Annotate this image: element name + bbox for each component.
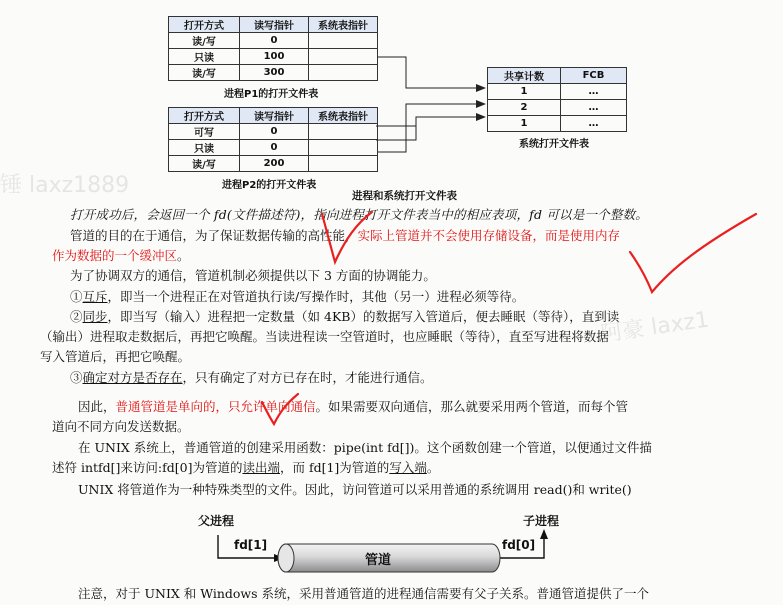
read-arrow-line (496, 537, 544, 558)
paragraph (70, 205, 648, 225)
header-open-mode: 打开方式 (169, 108, 240, 124)
connector-line (378, 104, 476, 152)
text: ，即当一个进程正在对管道执行读/写操作时，其他（另一）进程必须等待。 (107, 289, 525, 304)
paragraph (70, 287, 524, 307)
paragraph (78, 397, 628, 417)
text: ① (70, 289, 83, 304)
figure-caption: 进程和系统打开文件表 (352, 190, 457, 202)
cell: 读/写 (169, 65, 240, 81)
p2-caption: 进程P2的打开文件表 (222, 180, 317, 191)
underlined-text: 写入端 (389, 460, 427, 475)
paragraph (70, 307, 619, 327)
arrowhead (540, 529, 548, 539)
table-connectors (0, 0, 783, 200)
connector-line (376, 117, 476, 126)
text: 管道的目的在于通信，为了保证数据传输的高性能， (70, 228, 358, 243)
text: 述符 intfd[]来访问:fd[0]为管道的 (52, 460, 243, 475)
paragraph-continued (40, 347, 190, 367)
cell: 200 (240, 156, 309, 172)
text: 。如果需要双向通信，那么就要采用两个管道，而每个管 (315, 399, 629, 414)
child-process-label: 子进程 (523, 514, 560, 528)
text: 。 (426, 460, 440, 475)
cell: … (561, 84, 627, 100)
cell: 0 (240, 140, 309, 156)
pipe-label: 管道 (365, 553, 392, 568)
header-rw-pointer: 读写指针 (240, 17, 309, 33)
cell: 2 (488, 100, 561, 116)
text: ，只有确定了对方已存在时，才能进行通信。 (182, 370, 433, 385)
parent-process-label: 父进程 (198, 514, 235, 528)
cell: 只读 (169, 140, 240, 156)
text: ，而 fd[1]为管道的 (280, 460, 390, 475)
highlighted-text: 普通管道是单向的，只允许单向通信 (115, 399, 316, 414)
cell: 1 (488, 116, 561, 132)
text: UNIX 将管道作为一种特殊类型的文件。因此，访问管道可以采用普通的系统调用 read()和 write() (78, 482, 632, 497)
text: 注意，对于 UNIX 和 Windows 系统，采用普通管道的进程通信需要有父子关系。普通管道提供了一个 (78, 586, 650, 601)
text: ② (70, 309, 83, 324)
cell: 100 (240, 49, 309, 65)
text: （输出）进程取走数据后，再把它唤醒。当读进程读一空管道时，也应睡眠（等待），直至写进程将数据 (40, 329, 609, 344)
text: ③ (70, 370, 83, 385)
cell: 0 (240, 33, 309, 49)
text: 为了协调双方的通信，管道机制必须提供以下 3 方面的协调能力。 (70, 268, 436, 283)
text: ，即当写（输入）进程把一定数量（如 4KB）的数据写入管道后，便去睡眠（等待），直到读 (107, 309, 620, 324)
header-open-mode: 打开方式 (169, 17, 240, 33)
cell: 0 (240, 124, 309, 140)
text: 写入管道后，再把它唤醒。 (40, 349, 191, 364)
arrowhead (476, 113, 486, 121)
cell: … (561, 100, 627, 116)
cell: 读/写 (169, 156, 240, 172)
text: 在 UNIX 系统上，普通管道的创建采用函数：pipe(int fd[])。这个函数创建一个管道，以便通过文件描 (78, 440, 652, 455)
fd-read-label: fd[0] (502, 538, 536, 552)
underlined-text: 读出端 (242, 460, 280, 475)
watermark: 阿豪 laxz1 (599, 307, 711, 348)
paragraph (70, 266, 436, 286)
watermark: 锤 laxz1889 (0, 173, 130, 198)
pipe-end (278, 544, 294, 572)
paragraph-continued (52, 417, 190, 437)
paragraph (78, 438, 652, 458)
cell: 1 (488, 84, 561, 100)
paragraph-continued (52, 458, 439, 478)
cell: … (561, 116, 627, 132)
cell: 读/写 (169, 33, 240, 49)
text: 。 (177, 248, 190, 263)
underlined-text: 同步 (82, 309, 108, 324)
highlighted-text: 实际上管道并不会使用存储设备，而是使用内存 (357, 228, 621, 243)
arrowhead (476, 84, 486, 92)
connector-line (376, 126, 416, 140)
paragraph (78, 584, 649, 604)
header-sys-pointer: 系统表指针 (309, 17, 378, 33)
paragraph (70, 368, 433, 388)
check-mark (630, 214, 756, 292)
header-share-count: 共享计数 (488, 68, 561, 84)
header-fcb: FCB (561, 68, 627, 84)
text: 因此， (78, 399, 116, 414)
write-arrow-line (218, 535, 276, 558)
cell: 300 (240, 65, 309, 81)
paragraph (78, 480, 632, 500)
header-rw-pointer: 读写指针 (240, 108, 309, 124)
paragraph-continued (40, 327, 609, 347)
fd-write-label: fd[1] (234, 538, 268, 552)
arrowhead (476, 100, 486, 108)
paragraph-continued (52, 246, 190, 266)
text: 道向不同方向发送数据。 (52, 419, 190, 434)
highlighted-text: 作为数据的一个缓冲区 (52, 248, 178, 263)
system-caption: 系统打开文件表 (519, 139, 589, 150)
cell: 可写 (169, 124, 240, 140)
paragraph (70, 226, 620, 246)
underlined-text: 确定对方是否存在 (82, 370, 183, 385)
header-sys-pointer: 系统表指针 (309, 108, 378, 124)
connector-line (378, 57, 476, 88)
p1-caption: 进程P1的打开文件表 (224, 89, 319, 100)
text: 打开成功后，会返回一个 fd(文件描述符)，指向进程打开文件表当中的相应表项，fd 可以是一个整数。 (70, 207, 648, 222)
cell: 只读 (169, 49, 240, 65)
underlined-text: 互斥 (82, 289, 108, 304)
